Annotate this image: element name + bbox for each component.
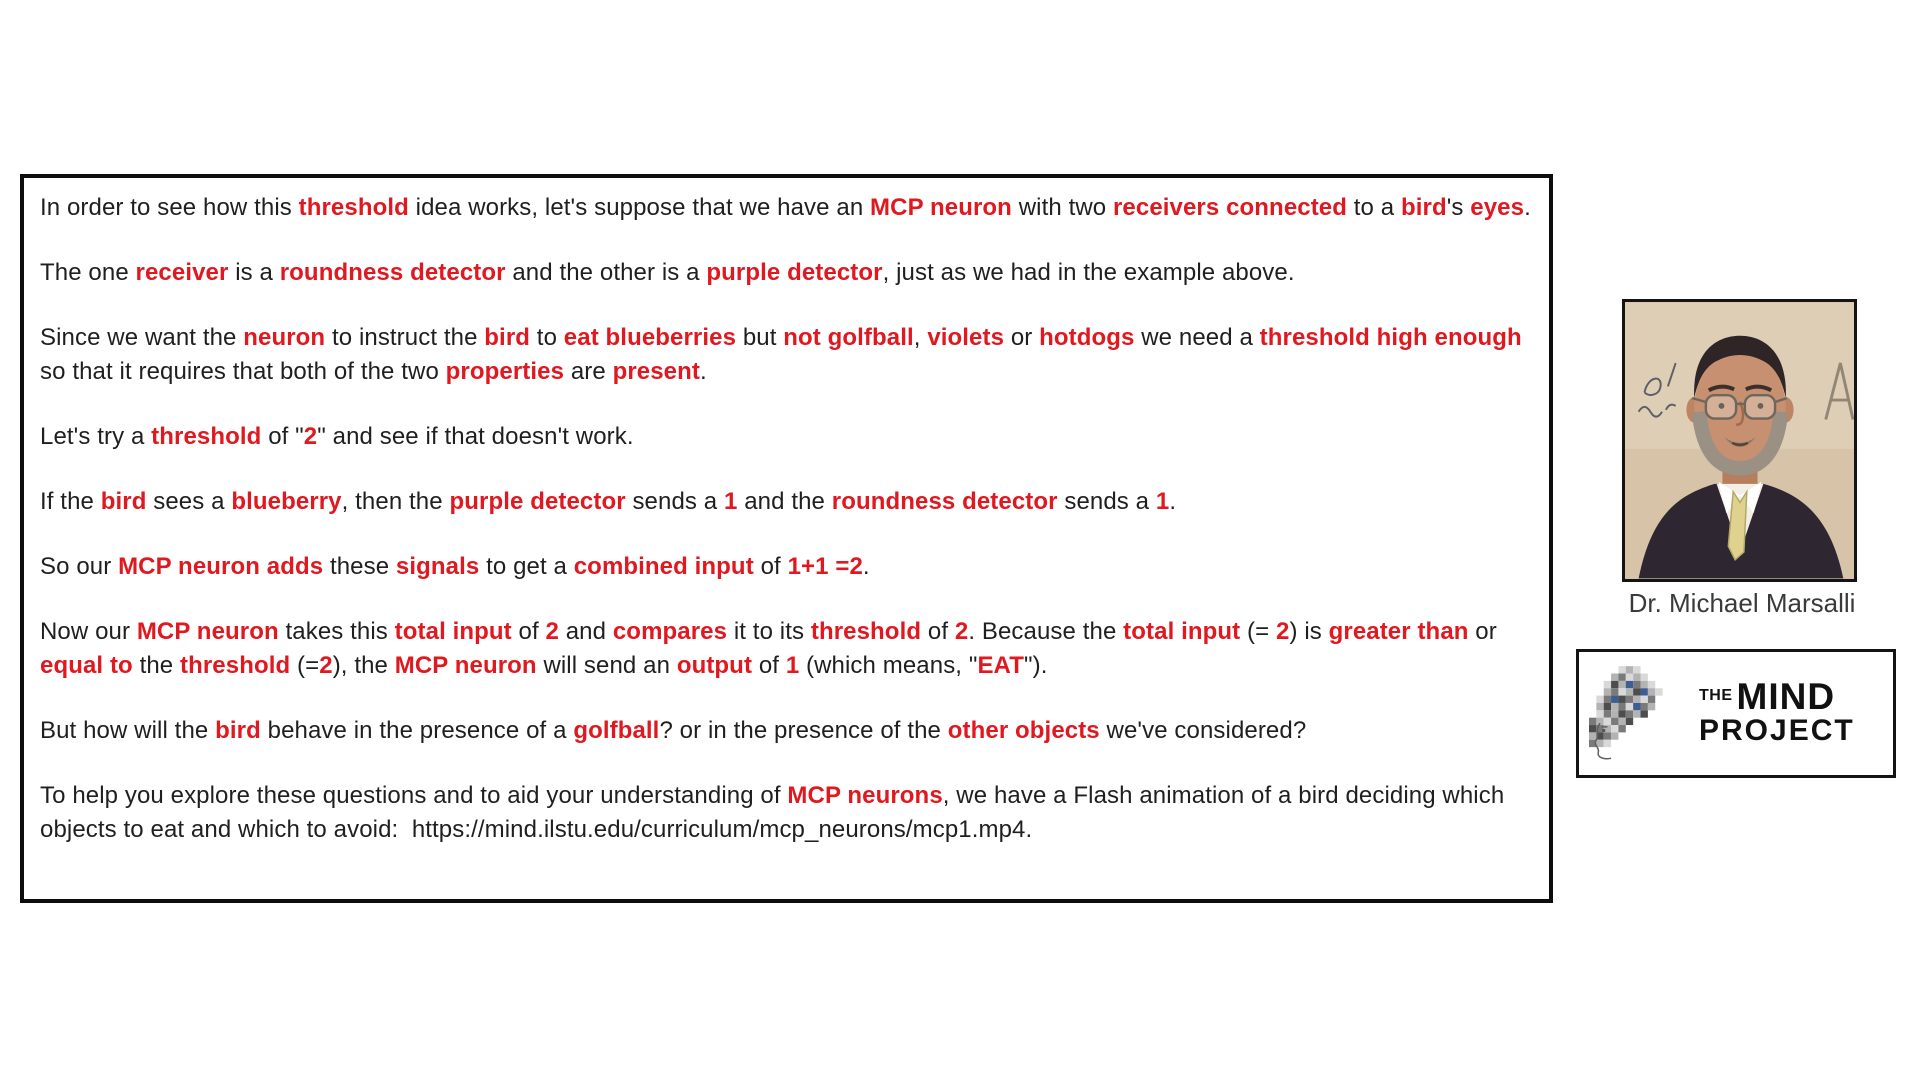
- text-run: so that it requires that both of the two: [40, 324, 1529, 385]
- text-run: behave in the presence of a: [260, 717, 574, 744]
- text-run: takes this: [278, 618, 395, 645]
- text-run: or: [1468, 618, 1504, 645]
- logo-text: [1699, 676, 1855, 747]
- text-run: of: [753, 553, 788, 580]
- highlight-term: combined input: [573, 553, 754, 580]
- highlight-term: equal to: [40, 652, 133, 679]
- highlight-term: 2: [954, 618, 969, 645]
- text-run: , just as we had in the example above.: [882, 259, 1295, 286]
- paragraph: [40, 191, 1533, 225]
- highlight-term: greater than: [1328, 618, 1469, 645]
- text-run: of: [921, 618, 955, 645]
- highlight-term: threshold: [151, 423, 262, 450]
- paragraph: [40, 714, 1533, 748]
- text-run: the: [132, 652, 181, 679]
- text-run: (which means, ": [799, 652, 978, 679]
- text-run: In order to see how this: [40, 194, 299, 221]
- text-run: it to its: [727, 618, 811, 645]
- logo-word-the: THE: [1699, 687, 1733, 704]
- text-run: we've considered?: [1099, 717, 1307, 744]
- highlight-term: 2: [303, 423, 318, 450]
- text-run: Now our: [40, 618, 137, 645]
- text-run: and: [558, 618, 613, 645]
- text-run: ").: [1023, 652, 1048, 679]
- portrait-illustration: [1625, 302, 1854, 579]
- text-run: , we have a Flash animation of a bird deciding which objects to eat and which to avoid:: [40, 782, 1512, 843]
- text-run: or: [1004, 324, 1040, 351]
- text-run: ? or in the presence of the: [659, 717, 948, 744]
- animation-url[interactable]: https://mind.ilstu.edu/curriculum/mcp_neurons/mcp1.mp4: [411, 816, 1026, 843]
- text-run: .: [1169, 488, 1177, 515]
- highlight-term: not golfball: [783, 324, 914, 351]
- highlight-term: eat blueberries: [563, 324, 737, 351]
- text-run: But how will the: [40, 717, 216, 744]
- highlight-term: threshold: [810, 618, 922, 645]
- text-run: .: [862, 553, 870, 580]
- highlight-term: 2: [1276, 618, 1290, 645]
- text-run: to: [530, 324, 564, 351]
- text-run: and the: [737, 488, 832, 515]
- text-run: sees a: [146, 488, 232, 515]
- highlight-term: 1: [1155, 488, 1170, 515]
- highlight-term: neuron: [243, 324, 326, 351]
- highlight-term: threshold: [180, 652, 291, 679]
- highlight-term: purple detector: [449, 488, 626, 515]
- text-run: to get a: [479, 553, 574, 580]
- highlight-term: bird: [100, 488, 147, 515]
- text-run: sends a: [625, 488, 724, 515]
- highlight-term: EAT: [977, 652, 1024, 679]
- text-panel: [20, 174, 1553, 903]
- text-run: ), the: [332, 652, 395, 679]
- paragraph: [40, 485, 1533, 519]
- text-run: idea works, let's suppose that we have an: [408, 194, 871, 221]
- logo-word-project: PROJECT: [1699, 714, 1855, 747]
- logo-word-mind: MIND: [1736, 676, 1836, 717]
- highlight-term: MCP neuron adds: [118, 553, 324, 580]
- text-run: ,: [913, 324, 928, 351]
- text-run: but: [736, 324, 784, 351]
- portrait-caption: Dr. Michael Marsalli: [1628, 588, 1856, 618]
- text-run: to instruct the: [325, 324, 485, 351]
- text-run: these: [323, 553, 396, 580]
- text-run: (=: [1240, 618, 1276, 645]
- highlight-term: threshold: [298, 194, 409, 221]
- text-run: , then the: [341, 488, 450, 515]
- text-run: of: [511, 618, 546, 645]
- highlight-term: properties: [445, 358, 565, 385]
- text-run: (=: [290, 652, 320, 679]
- paragraph: [40, 256, 1533, 290]
- highlight-term: signals: [395, 553, 480, 580]
- highlight-term: present: [612, 358, 700, 385]
- paragraph: [40, 321, 1533, 389]
- text-run: .: [1025, 816, 1033, 843]
- highlight-term: MCP neuron: [394, 652, 537, 679]
- paragraph: [40, 615, 1533, 683]
- text-run: of ": [261, 423, 304, 450]
- highlight-term: violets: [927, 324, 1005, 351]
- text-run: .: [1524, 194, 1531, 221]
- highlight-term: receivers connected: [1112, 194, 1348, 221]
- highlight-term: 2: [545, 618, 559, 645]
- text-run: If the: [40, 488, 101, 515]
- text-run: The one: [40, 259, 136, 286]
- text-run: and the other is a: [505, 259, 707, 286]
- text-run: to a: [1347, 194, 1401, 221]
- highlight-term: MCP neuron: [136, 618, 279, 645]
- mind-project-logo: [1576, 649, 1896, 778]
- text-run: ) is: [1289, 618, 1329, 645]
- pixelated-face-icon: [1589, 664, 1681, 764]
- text-run: will send an: [536, 652, 677, 679]
- text-run: . Because the: [968, 618, 1124, 645]
- paragraph: [40, 550, 1533, 584]
- highlight-term: bird: [484, 324, 531, 351]
- highlight-term: 1: [785, 652, 800, 679]
- text-run: of: [752, 652, 786, 679]
- text-run: 's: [1446, 194, 1471, 221]
- highlight-term: 2: [319, 652, 333, 679]
- text-run: To help you explore these questions and to aid your understanding of: [40, 782, 788, 809]
- highlight-term: hotdogs: [1039, 324, 1135, 351]
- highlight-term: golfball: [573, 717, 660, 744]
- text-run: So our: [40, 553, 119, 580]
- highlight-term: total input: [1123, 618, 1241, 645]
- highlight-term: eyes: [1470, 194, 1525, 221]
- text-run: are: [564, 358, 613, 385]
- highlight-term: roundness detector: [279, 259, 506, 286]
- highlight-term: 1: [723, 488, 738, 515]
- highlight-term: MCP neurons: [787, 782, 943, 809]
- highlight-term: bird: [1400, 194, 1447, 221]
- highlight-term: bird: [215, 717, 261, 744]
- text-run: sends a: [1057, 488, 1156, 515]
- text-run: is a: [228, 259, 280, 286]
- text-run: Since we want the: [40, 324, 244, 351]
- highlight-term: output: [676, 652, 753, 679]
- highlight-term: threshold high enough: [1259, 324, 1522, 351]
- highlight-term: purple detector: [706, 259, 883, 286]
- portrait-photo: [1622, 299, 1857, 582]
- highlight-term: MCP neuron: [870, 194, 1012, 221]
- highlight-term: compares: [612, 618, 728, 645]
- text-run: Let's try a: [40, 423, 152, 450]
- text-run: " and see if that doesn't work.: [317, 423, 634, 450]
- highlight-term: roundness detector: [831, 488, 1058, 515]
- paragraph: [40, 779, 1533, 847]
- highlight-term: other objects: [947, 717, 1100, 744]
- text-run: we need a: [1134, 324, 1260, 351]
- highlight-term: 1+1 =2: [787, 553, 863, 580]
- highlight-term: total input: [394, 618, 512, 645]
- text-run: .: [699, 358, 707, 385]
- highlight-term: blueberry: [231, 488, 342, 515]
- paragraph: [40, 420, 1533, 454]
- text-run: with two: [1011, 194, 1113, 221]
- highlight-term: receiver: [135, 259, 229, 286]
